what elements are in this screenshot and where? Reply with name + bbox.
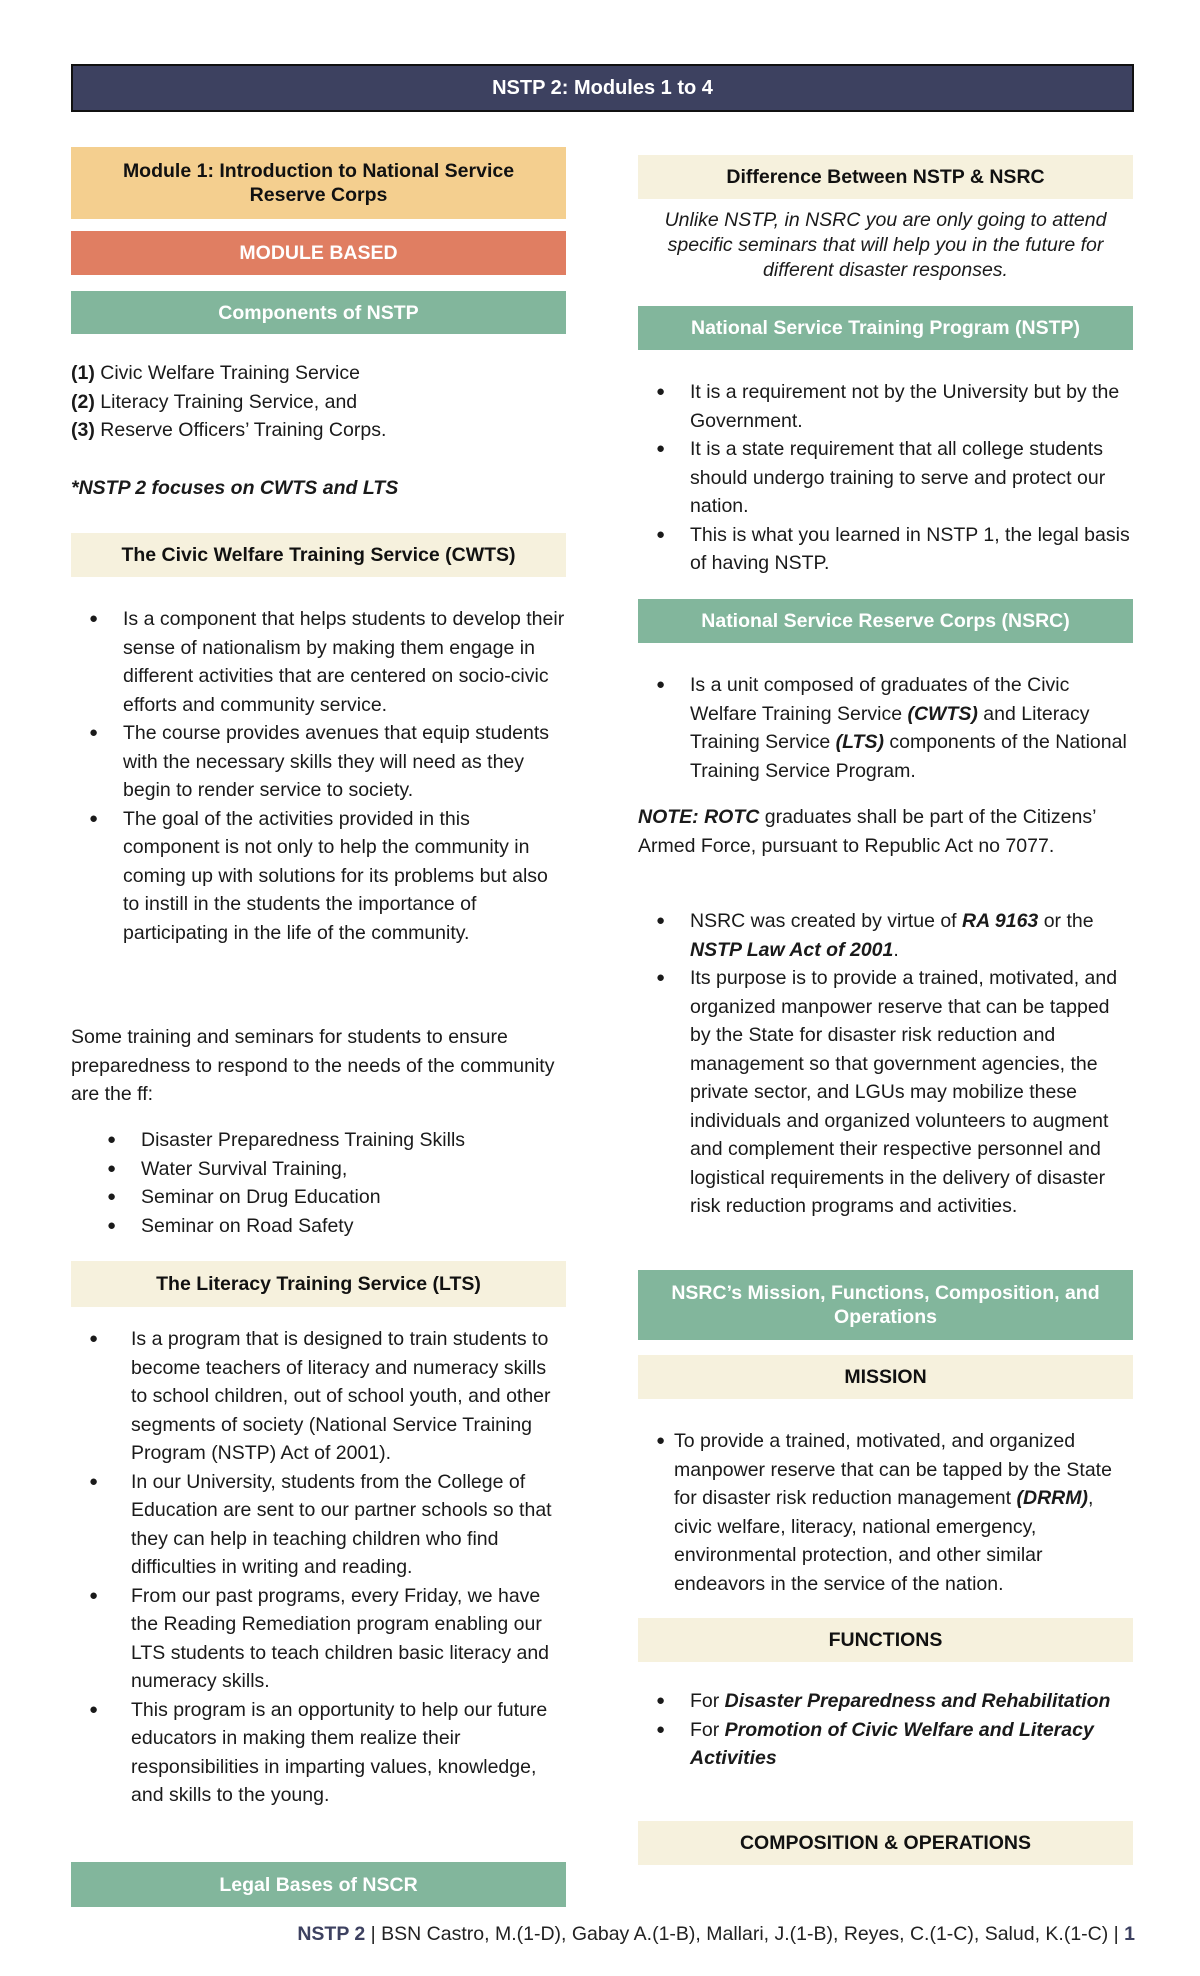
components-list: [71, 359, 566, 445]
cwts-bullets: [71, 605, 566, 947]
training-list: [71, 1126, 566, 1240]
list-item: ● In our University, students from the College of Education are sent to our partner schools so that they can help in teaching children who find difficulties in writing and reading.: [71, 1468, 566, 1582]
module-based-badge: MODULE BASED: [71, 231, 566, 275]
list-item: ● For Promotion of Civic Welfare and Literacy Activities: [638, 1716, 1133, 1773]
list-item: ● The course provides avenues that equip students with the necessary skills they will need as they begin to render service to society.: [71, 719, 566, 805]
difference-header: Difference Between NSTP & NSRC: [638, 155, 1133, 199]
list-item: ● Seminar on Road Safety: [71, 1212, 566, 1241]
list-item: ● This is what you learned in NSTP 1, the legal basis of having NSTP.: [638, 521, 1133, 578]
rotc-note: NOTE: ROTC graduates shall be part of the Citizens’ Armed Force, pursuant to Republic Act no 7077.: [638, 806, 1096, 857]
footer-course: NSTP 2: [297, 1923, 366, 1945]
mission-header: MISSION: [638, 1355, 1133, 1399]
page-footer: NSTP 2 | BSN Castro, M.(1-D), Gabay A.(1-B), Mallari, J.(1-B), Reyes, C.(1-C), Salud, K.(1-C) | 1: [297, 1923, 1135, 1945]
list-item: ● From our past programs, every Friday, we have the Reading Remediation program enabling our LTS students to teach children basic literacy and numeracy skills.: [71, 1582, 566, 1696]
nstp-bullets: [638, 378, 1133, 578]
focus-note: *NSTP 2 focuses on CWTS and LTS: [71, 477, 399, 499]
page-title: NSTP 2: Modules 1 to 4: [492, 76, 713, 99]
list-item: ● Water Survival Training,: [71, 1155, 566, 1184]
functions-header: FUNCTIONS: [638, 1618, 1133, 1662]
list-item: ● Is a component that helps students to develop their sense of nationalism by making them engage in different activities that are centered on socio-civic efforts and community service.: [71, 605, 566, 719]
nstp-header: National Service Training Program (NSTP): [638, 306, 1133, 350]
list-item: ● Is a unit composed of graduates of the Civic Welfare Training Service (CWTS) and Literacy Training Service (LTS) components of the National Training Service Program.: [638, 671, 1133, 785]
mission-list: [638, 1427, 1133, 1598]
mfco-header: NSRC’s Mission, Functions, Composition, and Operations: [638, 1270, 1133, 1340]
list-item: ● Is a program that is designed to train students to become teachers of literacy and numeracy skills to school children, out of school youth, and other segments of society (National Service Training Program (NSTP) Act of 2001).: [71, 1325, 566, 1468]
lts-bullets: [71, 1325, 566, 1810]
list-item: ● It is a requirement not by the University but by the Government.: [638, 378, 1133, 435]
nsrc-definition: [638, 671, 1133, 785]
components-header: Components of NSTP: [71, 291, 566, 334]
list-item: ● To provide a trained, motivated, and organized manpower reserve that can be tapped by the State for disaster risk reduction management (DRRM), civic welfare, literacy, national emergency, environmental protection, and other similar endeavors in the service of the nation.: [638, 1427, 1133, 1598]
list-item: ● The goal of the activities provided in this component is not only to help the community in coming up with solutions for its problems but also to instill in the students the importance of participating in the life of the community.: [71, 805, 566, 948]
list-item: ● For Disaster Preparedness and Rehabilitation: [638, 1687, 1133, 1716]
footer-authors: BSN Castro, M.(1-D), Gabay A.(1-B), Mallari, J.(1-B), Reyes, C.(1-C), Salud, K.(1-C): [381, 1923, 1109, 1945]
component-item: (2) Literacy Training Service, and: [71, 390, 358, 413]
component-item: (1) Civic Welfare Training Service: [71, 362, 360, 384]
functions-list: [638, 1687, 1133, 1773]
list-item: ● Its purpose is to provide a trained, motivated, and organized manpower reserve that can be tapped by the State for disaster risk reduction and management so that government agencies, the private sector, and LGUs may mobilize these individuals and organized volunteers to augment and complement their respective personnel and logistical requirements in the delivery of disaster risk reduction programs and activities.: [638, 964, 1133, 1221]
training-intro: Some training and seminars for students to ensure preparedness to respond to the needs of the community are the ff:: [71, 1026, 555, 1105]
legal-bases-header: Legal Bases of NSCR: [71, 1862, 566, 1907]
component-item: (3) Reserve Officers’ Training Corps.: [71, 419, 387, 441]
composition-header: COMPOSITION & OPERATIONS: [638, 1821, 1133, 1865]
module-title: Module 1: Introduction to National Service Reserve Corps: [71, 147, 566, 219]
difference-text: Unlike NSTP, in NSRC you are only going to attend specific seminars that will help you in the future for different disaster responses.: [664, 209, 1107, 281]
footer-page-number: 1: [1124, 1923, 1135, 1945]
list-item: ● It is a state requirement that all college students should undergo training to serve and protect our nation.: [638, 435, 1133, 521]
cwts-header: The Civic Welfare Training Service (CWTS): [71, 533, 566, 577]
list-item: ● This program is an opportunity to help our future educators in making them realize their responsibilities in imparting values, knowledge, and skills to the young.: [71, 1696, 566, 1810]
page-title-bar: [71, 64, 1134, 112]
list-item: ● NSRC was created by virtue of RA 9163 or the NSTP Law Act of 2001.: [638, 907, 1133, 964]
list-item: ● Seminar on Drug Education: [71, 1183, 566, 1212]
nsrc-bullets: [638, 907, 1133, 1221]
lts-header: The Literacy Training Service (LTS): [71, 1261, 566, 1307]
nsrc-header: National Service Reserve Corps (NSRC): [638, 599, 1133, 643]
list-item: ● Disaster Preparedness Training Skills: [71, 1126, 566, 1155]
